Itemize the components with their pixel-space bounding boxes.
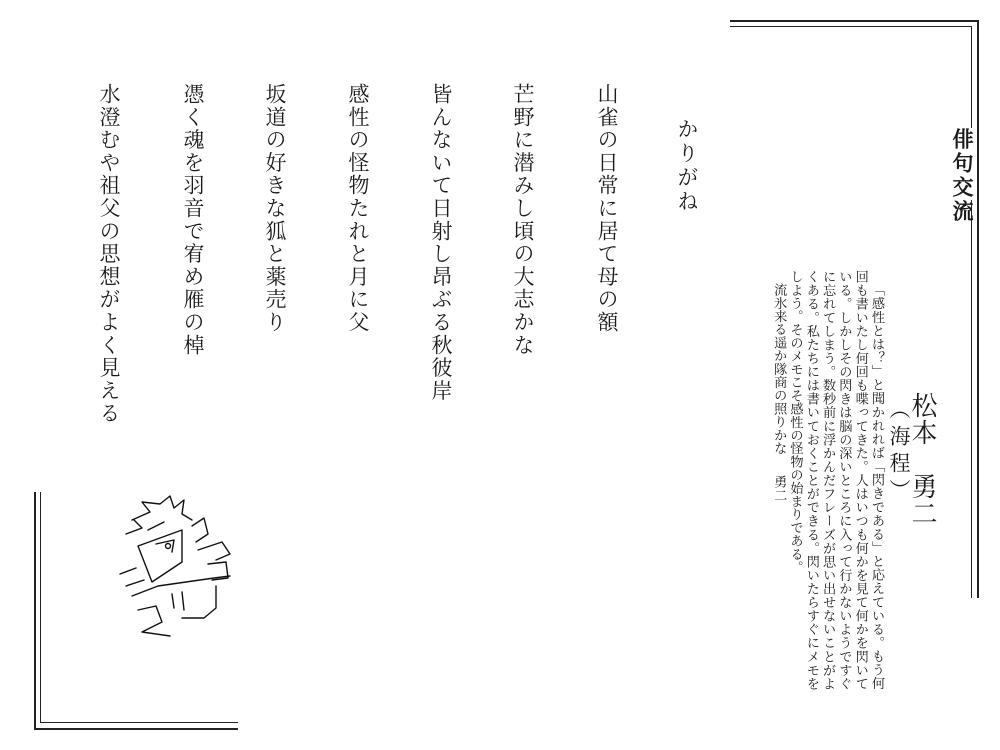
section-title: 俳句交流	[943, 128, 977, 200]
series-title: かりがね	[675, 118, 699, 214]
author-pen-name: （海程）	[887, 398, 911, 506]
calligraphy-drawing	[112, 490, 242, 650]
frame-bottom-rule-outer	[34, 728, 238, 730]
essay-closing	[770, 283, 786, 690]
frame-bottom-rule-inner	[40, 722, 238, 723]
frame-left-rule-inner	[40, 492, 41, 723]
haiku-line: 皆んないて日射し昂ぶる秋彼岸	[429, 83, 453, 403]
haiku-line: 坂道の好きな狐と薬売り	[263, 83, 287, 334]
author-block	[888, 392, 935, 527]
frame-left-rule-outer	[34, 492, 36, 729]
haiku-line: 山雀の日常に居て母の額	[595, 83, 619, 334]
frame-right-rule-inner	[971, 26, 972, 598]
frame-top-rule-outer	[730, 20, 977, 22]
frame-top-rule-inner	[730, 26, 971, 27]
essay-signature: 勇二	[771, 474, 787, 501]
author-name: 松本 勇二	[907, 392, 937, 527]
essay	[734, 270, 884, 690]
haiku-line: 芒野に潜みし頃の大志かな	[511, 83, 535, 357]
frame-right-rule-outer	[977, 20, 979, 598]
haiku-line: 感性の怪物たれと月に父	[346, 83, 370, 334]
closing-haiku: 流氷来る遥か隊商の照りかな	[771, 283, 787, 455]
haiku-line: 憑く魂を羽音で宥め雁の棹	[181, 83, 205, 357]
haiku-line: 水澄むや祖父の思想がよく見える	[97, 83, 121, 425]
essay-body: 「感性とは？」と聞かれれば「閃きである」と応えている。もう何回も書いたし何回も喋ってきた。人はいつも何かを見て何かを閃いている。しかしその閃きは脳の深いところに入って行かないようですぐに忘れてしまう。数秒前に浮かんだフレーズが思い出せないことがよくある。私たちには書いておくことができる。閃いたらすぐにメモをしよう。そのメモこそ感性の怪物の始まりである。	[787, 270, 884, 690]
